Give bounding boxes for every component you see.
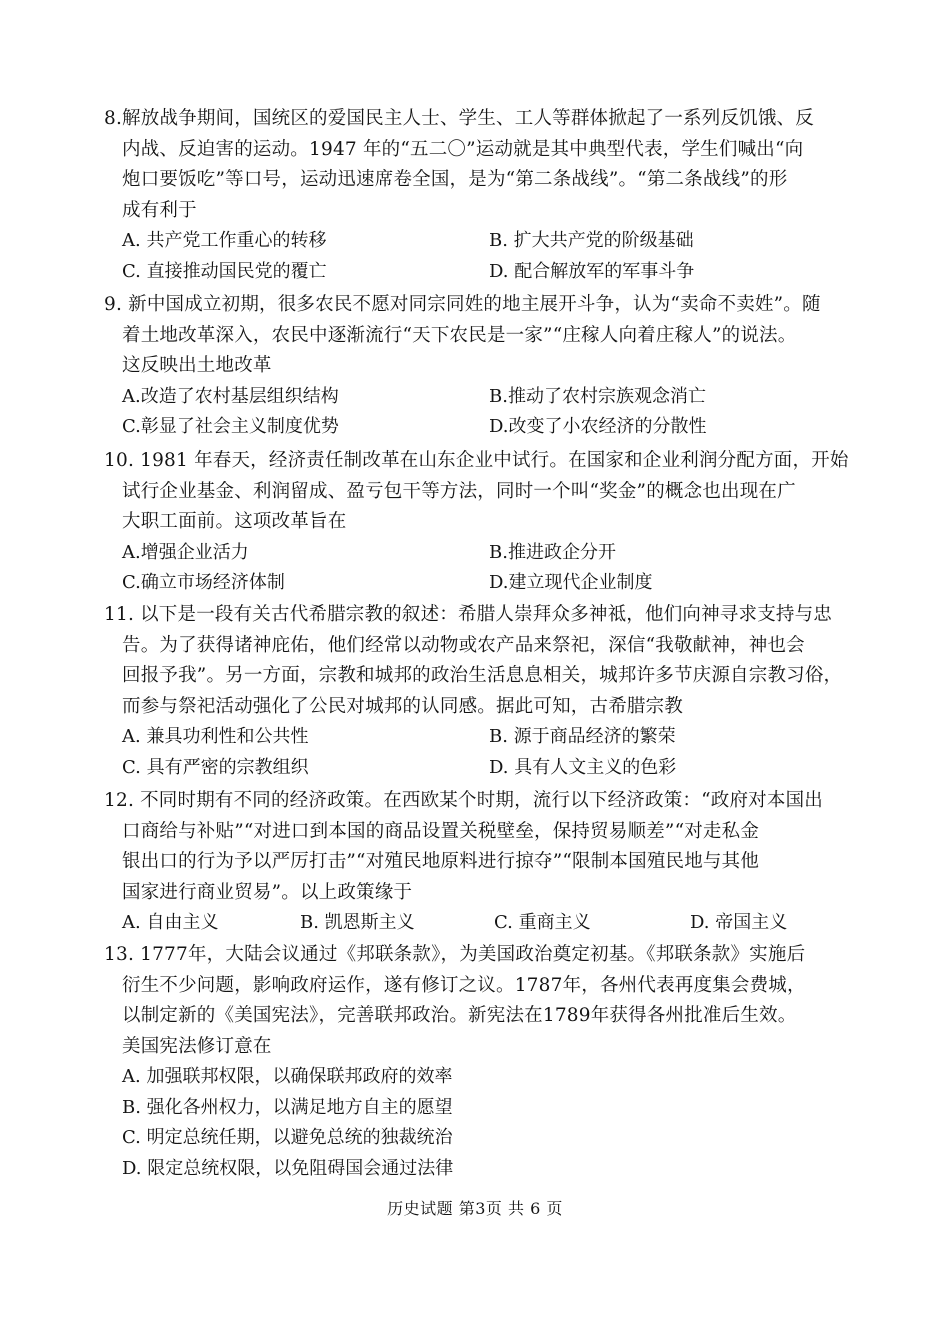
option-d: D. 配合解放军的军事斗争 [489,260,695,282]
question-stem-line: 内战、反迫害的运动。1947 年的“五二〇”运动就是其中典型代表，学生们喊出“向 [122,138,804,160]
option-d: D. 限定总统权限，以免阻碍国会通过法律 [122,1157,454,1179]
option-a: A. 自由主义 [122,912,219,933]
option-a: A. 加强联邦权限，以确保联邦政府的效率 [122,1066,453,1087]
question-stem-line: 成有利于 [122,199,197,221]
option-b: B. 扩大共产党的阶级基础 [489,230,694,251]
option-d: D.建立现代企业制度 [489,572,653,593]
option-b: B. 强化各州权力，以满足地方自主的愿望 [122,1096,453,1118]
option-c: C. 直接推动国民党的覆亡 [122,260,327,282]
question-stem-line: 以制定新的《美国宪法》，完善联邦政治。新宪法在1789年获得各州批准后生效。 [122,1005,797,1026]
option-d: D.改变了小农经济的分散性 [489,416,707,437]
option-row [104,412,856,443]
option-c: C. 具有严密的宗教组织 [122,756,309,778]
question-stem-line: 这反映出土地改革 [122,355,272,376]
question-stem-line: 告。为了获得诸神庇佑，他们经常以动物或农产品来祭祀，深信“我敬献神，神也会 [122,634,805,656]
question-stem-line: 炮口要饭吃”等口号，运动迅速席卷全国，是为“第二条战线”。“第二条战线”的形 [122,169,788,190]
option-a: A.增强企业活力 [122,541,249,563]
option-b: B. 源于商品经济的繁荣 [489,726,676,747]
option-row [104,1123,856,1154]
question-10 [104,446,856,599]
option-row [104,722,856,753]
option-row [104,753,856,784]
question-stem-line: 大职工面前。这项改革旨在 [122,511,347,532]
option-a: A.改造了农村基层组织结构 [122,385,339,407]
option-row [104,1062,856,1093]
option-c: C. 重商主义 [494,912,591,933]
option-row [104,257,856,288]
question-11 [104,600,856,783]
option-a: A. 共产党工作重心的转移 [122,230,327,251]
question-stem-line: 银出口的行为予以严厉打击”“对殖民地原料进行掠夺”“限制本国殖民地与其他 [122,851,760,872]
page-footer: 历史试题 第3页 共 6 页 [387,1199,563,1218]
option-b: B. 凯恩斯主义 [300,912,415,933]
question-stem-line: 10. 1981 年春天，经济责任制改革在山东企业中试行。在国家和企业利润分配方面，开始 [104,450,849,471]
question-stem-line: 试行企业基金、利润留成、盈亏包干等方法，同时一个叫“奖金”的概念也出现在广 [122,480,796,502]
question-stem-line: 衍生不少问题，影响政府运作，遂有修订之议。1787年，各州代表再度集会费城， [122,974,806,996]
question-stem-line: 着土地改革深入，农民中逐渐流行“天下农民是一家”“庄稼人向着庄稼人”的说法。 [122,324,797,346]
question-12 [104,786,856,939]
question-8 [104,104,856,287]
question-stem-line: 国家进行商业贸易”。以上政策缘于 [122,881,413,903]
question-9 [104,290,856,443]
option-row [104,1154,856,1185]
option-c: C.确立市场经济体制 [122,572,285,593]
option-b: B.推动了农村宗族观念消亡 [489,385,706,407]
question-stem-line: 11. 以下是一段有关古代希腊宗教的叙述：希腊人崇拜众多神祗，他们向神寻求支持与忠 [104,604,833,625]
question-stem-line: 13. 1777年，大陆会议通过《邦联条款》，为美国政治奠定初基。《邦联条款》实施后 [104,944,806,965]
option-c: C.彰显了社会主义制度优势 [122,416,339,437]
option-row [104,568,856,599]
question-stem-line: 而参与祭祀活动强化了公民对城邦的认同感。据此可知，古希腊宗教 [122,695,684,717]
option-row [104,908,856,939]
question-stem-line: 9. 新中国成立初期，很多农民不愿对同宗同姓的地主展开斗争，认为“卖命不卖姓”。随 [104,294,821,315]
option-row [104,226,856,257]
option-row [104,1093,856,1124]
option-d: D. 帝国主义 [690,912,788,933]
option-c: C. 明定总统任期，以避免总统的独裁统治 [122,1127,453,1148]
question-stem-line: 8.解放战争期间，国统区的爱国民主人士、学生、工人等群体掀起了一系列反饥饿、反 [104,108,814,129]
question-stem-line: 12. 不同时期有不同的经济政策。在西欧某个时期，流行以下经济政策：“政府对本国出 [104,790,823,811]
option-a: A. 兼具功利性和公共性 [122,726,309,747]
question-stem-line: 回报予我”。另一方面，宗教和城邦的政治生活息息相关，城邦许多节庆源自宗教习俗， [122,665,843,686]
option-row [104,382,856,413]
question-stem-line: 美国宪法修订意在 [122,1035,272,1057]
option-row [104,538,856,569]
question-stem-line: 口商给与补贴”“对进口到本国的商品设置关税壁垒，保持贸易顺差”“对走私金 [122,820,760,842]
question-13 [104,940,856,1184]
option-b: B.推进政企分开 [489,541,616,563]
option-d: D. 具有人文主义的色彩 [489,756,677,778]
